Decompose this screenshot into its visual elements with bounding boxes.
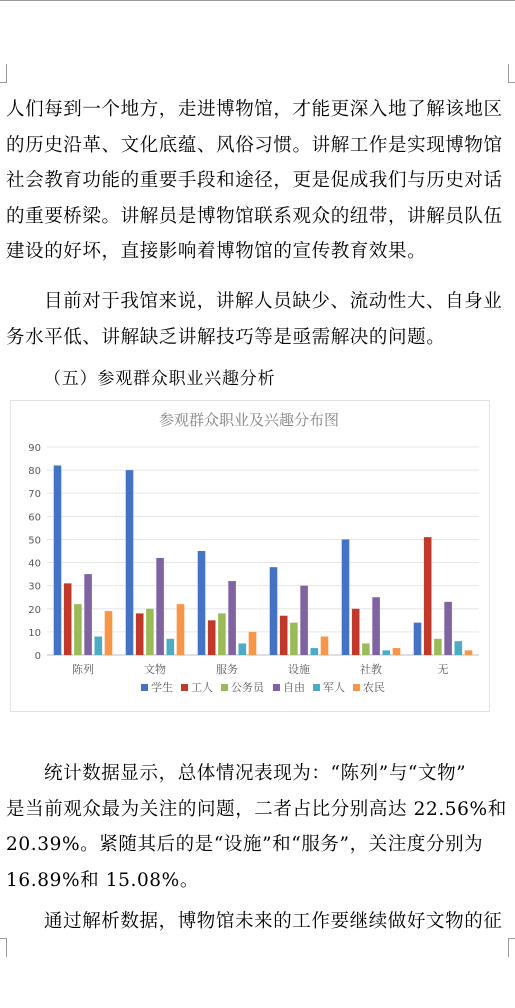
bar — [280, 616, 288, 655]
paragraph-statistics — [6, 756, 506, 898]
x-tick-label: 服务 — [216, 663, 238, 676]
bar — [74, 604, 82, 655]
bar — [290, 623, 298, 655]
y-tick-label: 20 — [28, 604, 41, 616]
bar — [84, 574, 92, 655]
legend-label: 学生 — [151, 681, 173, 694]
bar — [105, 611, 113, 655]
bar — [146, 609, 154, 655]
page-top-border — [0, 0, 515, 1]
bar-chart — [10, 400, 490, 712]
text-line: 建设的好坏，直接影响着博物馆的宣传教育效果。 — [6, 241, 427, 262]
text-line: 的历史沿革、文化底蕴、风俗习惯。讲解工作是实现博物馆 — [6, 134, 503, 156]
legend-swatch — [221, 684, 228, 691]
bar — [54, 465, 62, 655]
paragraph-future-work — [6, 904, 506, 940]
bar — [167, 639, 175, 655]
legend-label: 农民 — [363, 681, 385, 694]
bar — [208, 620, 216, 655]
bar — [414, 623, 422, 655]
legend-label: 工人 — [191, 681, 213, 694]
legend-swatch — [313, 684, 320, 691]
text-line: 20.39%。紧随其后的是“设施”和“服务”，关注度分别为 — [6, 834, 484, 855]
crop-mark-top-left — [0, 64, 7, 83]
x-tick-label: 设施 — [288, 663, 310, 676]
y-tick-label: 80 — [28, 466, 41, 478]
bar — [218, 613, 226, 655]
text-line: 通过解析数据，博物馆未来的工作要继续做好文物的征 — [44, 911, 503, 932]
text-line: 是当前观众最为关注的问题，二者占比分别高达 22.56%和 — [6, 798, 507, 820]
x-tick-label: 文物 — [144, 663, 166, 676]
legend-swatch — [273, 684, 280, 691]
y-tick-label: 30 — [28, 581, 41, 593]
bar-chart-svg — [11, 401, 489, 711]
legend-swatch — [141, 684, 148, 691]
bar — [177, 604, 185, 655]
bar — [372, 597, 380, 655]
text-line: 人们每到一个地方，走进博物馆，才能更深入地了解该地区 — [6, 99, 503, 120]
bar — [228, 581, 236, 655]
paragraph-museum-guides — [6, 92, 506, 270]
y-tick-label: 0 — [34, 651, 41, 662]
bar — [95, 637, 103, 655]
bar — [270, 567, 278, 655]
bar — [362, 643, 370, 655]
text-line: 的重要桥梁。讲解员是博物馆联系观众的纽带，讲解员队伍 — [6, 205, 503, 227]
bar — [444, 602, 452, 655]
legend-label: 自由 — [283, 681, 305, 694]
x-tick-label: 社教 — [360, 663, 382, 676]
y-tick-label: 90 — [28, 443, 41, 454]
bar — [455, 641, 463, 655]
bar — [393, 648, 401, 655]
paragraph-current-problems — [6, 284, 506, 355]
crop-mark-top-right — [508, 64, 515, 83]
bar — [434, 639, 442, 655]
legend-label: 军人 — [323, 681, 345, 694]
chart-title: 参观群众职业及兴趣分布图 — [158, 411, 340, 429]
bar — [352, 609, 360, 655]
text-line: 16.89%和 15.08%。 — [6, 869, 199, 891]
bar — [311, 648, 319, 655]
bar — [249, 632, 257, 655]
y-tick-label: 70 — [28, 489, 41, 501]
legend-swatch — [353, 684, 360, 691]
y-tick-label: 50 — [28, 535, 41, 547]
bar — [198, 551, 206, 655]
text-line: 社会教育功能的重要手段和途径，更是促成我们与历史对话 — [6, 170, 503, 191]
legend-swatch — [181, 684, 188, 691]
bar — [126, 470, 134, 655]
y-tick-label: 60 — [28, 512, 41, 524]
y-tick-label: 40 — [28, 558, 41, 570]
crop-mark-bottom-right — [508, 938, 515, 957]
crop-mark-bottom-left — [0, 938, 7, 957]
text-line: 务水平低、讲解缺乏讲解技巧等是亟需解决的问题。 — [6, 326, 446, 348]
x-tick-label: 陈列 — [72, 663, 94, 676]
legend-label: 公务员 — [231, 681, 264, 694]
bar — [424, 537, 432, 655]
bar — [321, 637, 329, 655]
bar — [239, 643, 247, 655]
bar — [300, 586, 308, 655]
section-heading: （五）参观群众职业兴趣分析 — [44, 369, 276, 389]
text-line: 目前对于我馆来说，讲解人员缺少、流动性大、自身业 — [44, 291, 503, 312]
bar — [383, 650, 391, 655]
bar — [136, 613, 144, 655]
bar — [465, 650, 473, 655]
y-tick-label: 10 — [28, 627, 41, 639]
text-line: 统计数据显示，总体情况表现为：“陈列”与“文物” — [44, 763, 467, 784]
bar — [64, 583, 72, 655]
bar — [156, 558, 164, 655]
bar — [342, 539, 350, 655]
x-tick-label: 无 — [437, 663, 449, 676]
